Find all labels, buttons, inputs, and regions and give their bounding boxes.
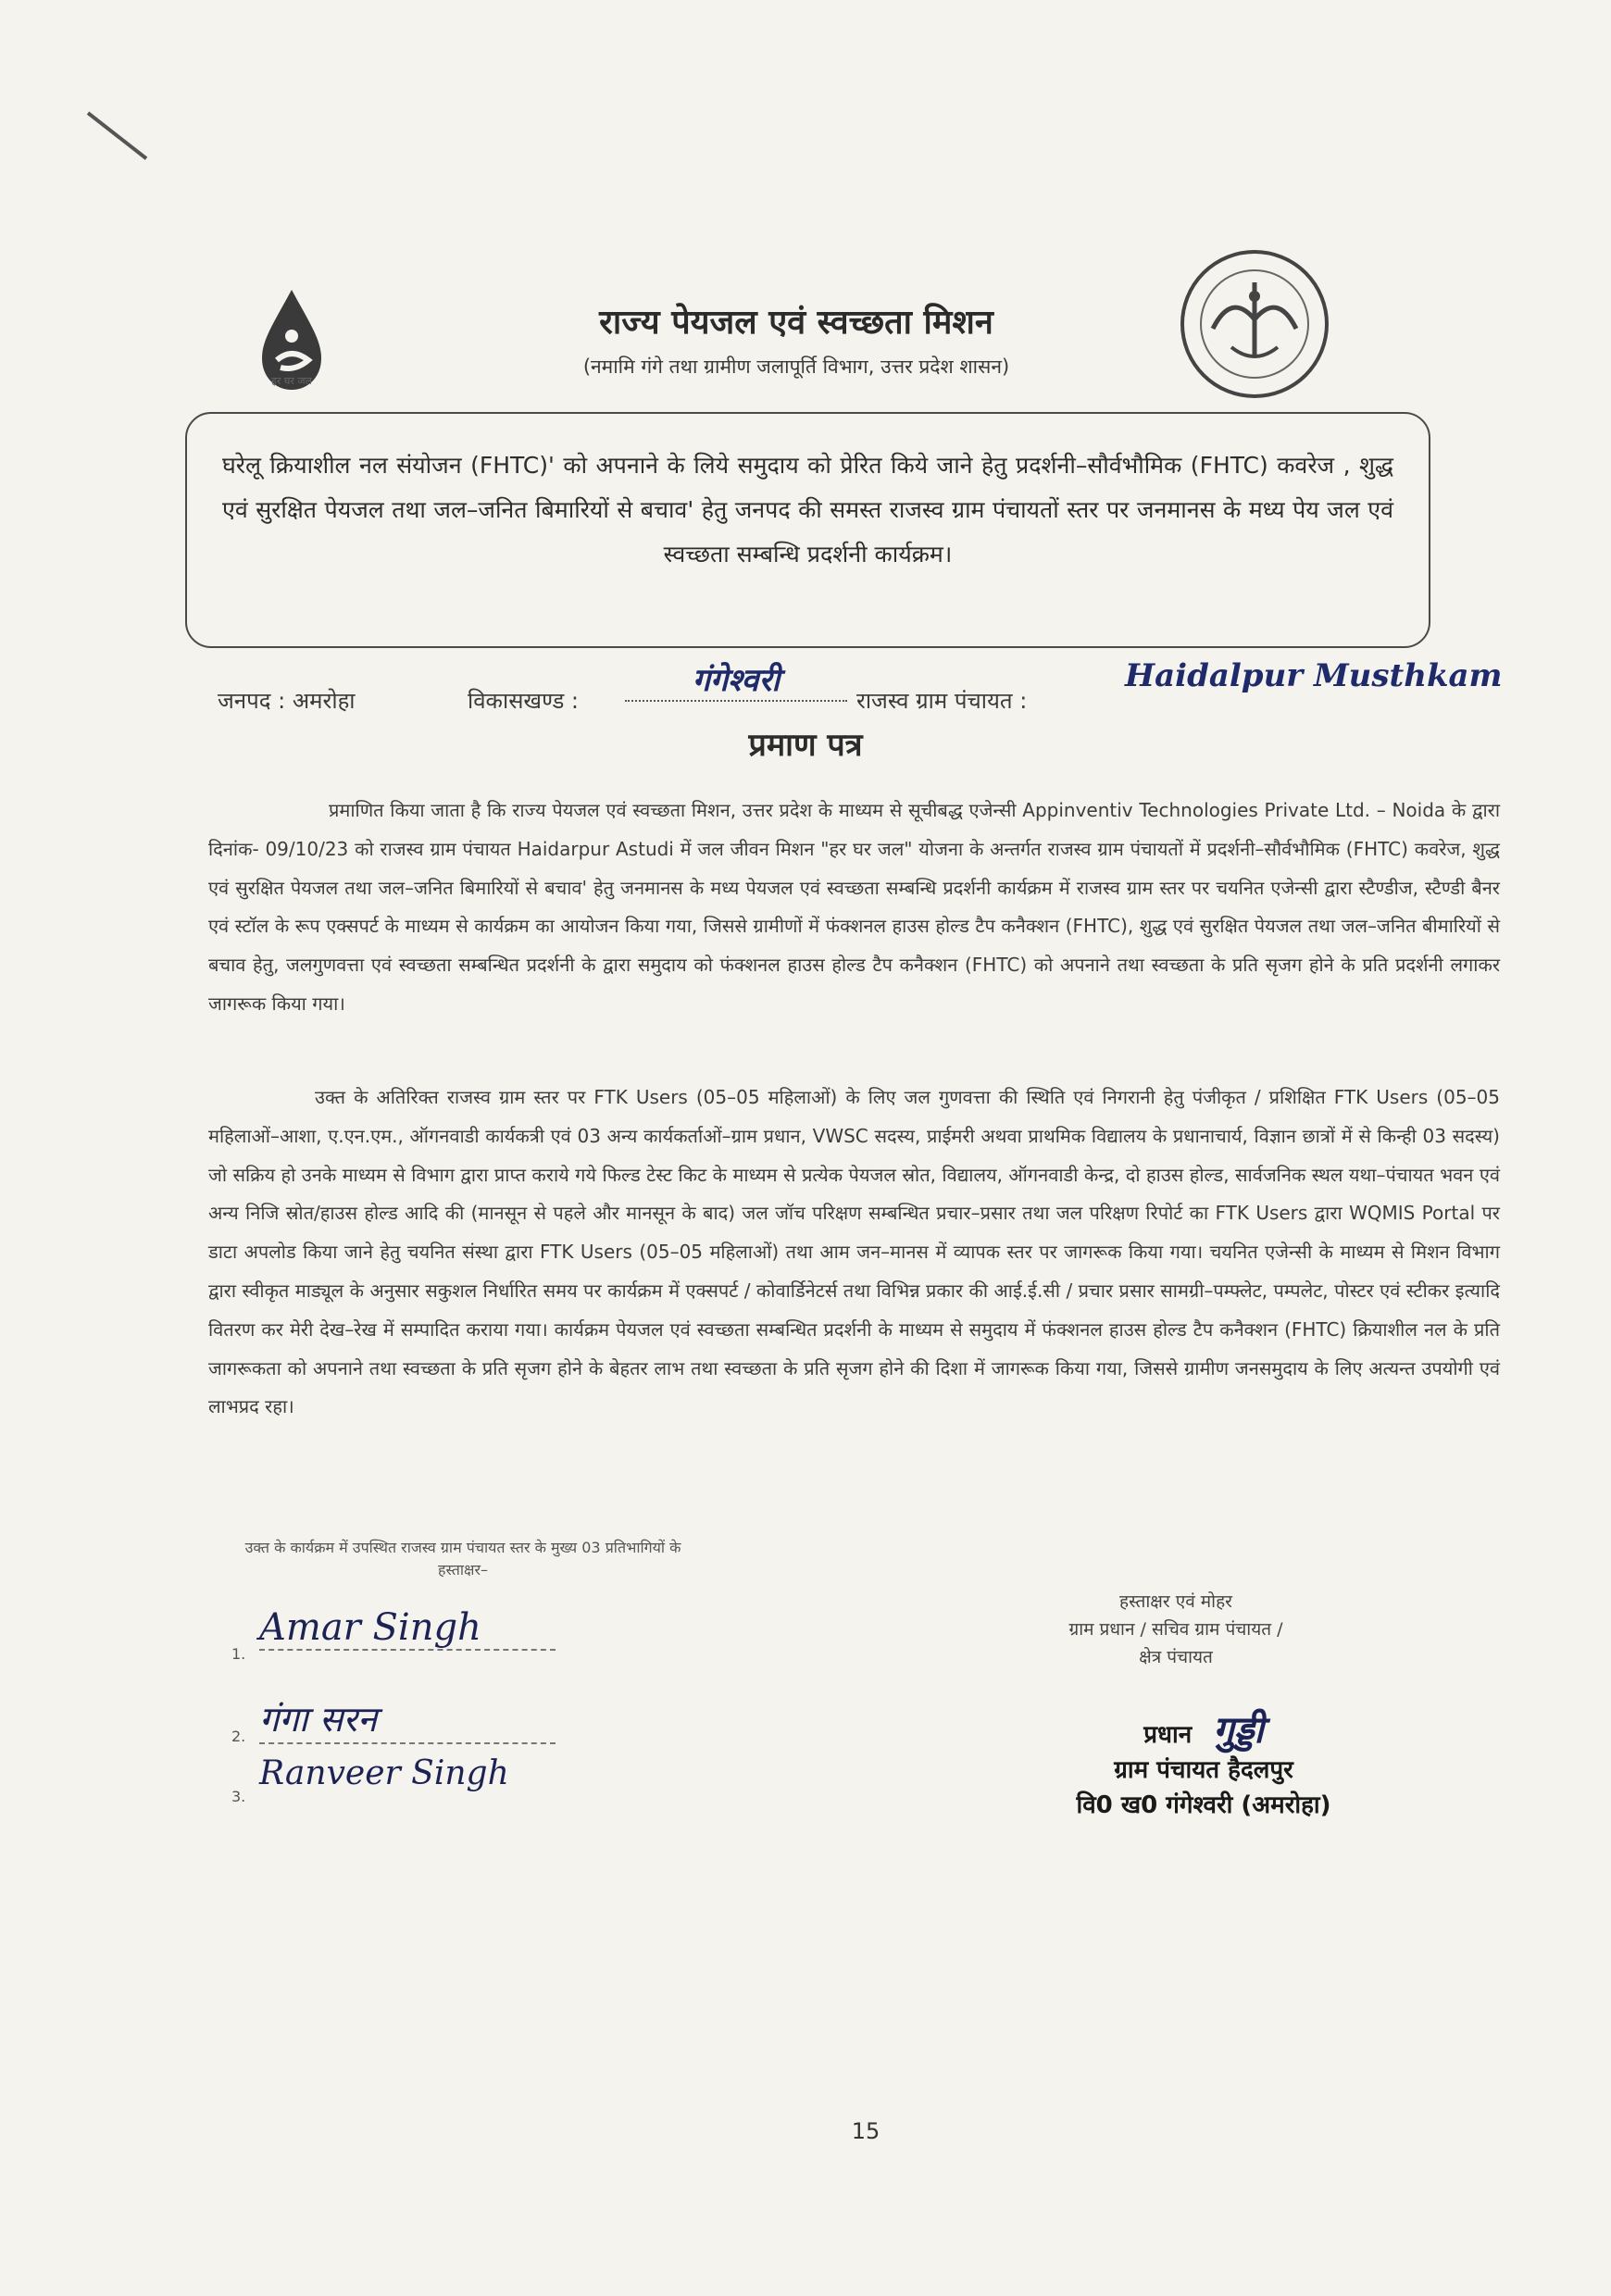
mission-title: राज्य पेयजल एवं स्वच्छता मिशन <box>599 304 993 342</box>
logo-caption: हर घर जल <box>271 375 312 387</box>
participant-signature: Amar Singh <box>259 1606 556 1651</box>
pradhan-stamp <box>1000 1708 1407 1823</box>
block-label: विकासखण्ड : <box>468 688 580 714</box>
participants-note: उक्त के कार्यक्रम में उपस्थित राजस्व ग्राम पंचायत स्तर के मुख्य 03 प्रतिभागियों के हस्ताक्षर– <box>244 1539 681 1578</box>
seal-line-1: हस्ताक्षर एवं मोहर <box>1119 1591 1232 1612</box>
program-heading-box <box>185 412 1430 648</box>
page-number: 15 <box>851 2118 880 2144</box>
participant-signature-3 <box>231 1754 620 1810</box>
stamp-title-row <box>1000 1708 1407 1753</box>
stamp-block: वि0 ख0 गंगेश्वरी (अमरोहा) <box>1076 1791 1331 1819</box>
participant-signature-2 <box>231 1694 565 1750</box>
seal-line-3: क्षेत्र पंचायत <box>1139 1647 1213 1667</box>
document-title: प्रमाण पत्र <box>748 727 863 764</box>
certificate-paragraph-1: प्रमाणित किया जाता है कि राज्य पेयजल एवं स्वच्छता मिशन, उत्तर प्रदेश के माध्यम से सूचीबद्ध एजेन्सी Appinventiv Technologies Private Ltd. – Noida के द्वारा दिनांक- 09/10/23 को राजस्व ग्राम पंचायत Haidarpur Astudi में जल जीवन मिशन "हर घर जल" योजना के अन्तर्गत राजस्व ग्राम पंचायतों में प्रदर्शनी–सौर्वभौमिक (FHTC) कवरेज, शुद्ध एवं सुरक्षित पेयजल तथा जल–जनित बिमारियों से बचाव' हेतु जनमानस के मध्य पेयजल एवं स्वच्छता सम्बन्धि प्रदर्शनी कार्यक्रम में राजस्व ग्राम स्तर पर चयनित एजेन्सी द्वारा स्टैण्डीज, स्टैण्डी बैनर एवं स्टॉल के रूप एक्सपर्ट के माध्यम से कार्यक्रम का आयोजन किया गया, जिससे ग्रामीणों में फंक्शनल हाउस होल्ड टैप कनैक्शन (FHTC), शुद्ध एवं सुरक्षित पेयजल तथा जल–जनित बीमारियों से बचाव हेतु, जलगुणवत्ता एवं स्वच्छता सम्बन्धित प्रदर्शनी के द्वारा समुदाय को फंक्शनल हाउस होल्ड टैप कनैक्शन (FHTC) को अपनाने तथा स्वच्छता के प्रति सृजग होने के प्रति प्रदर्शनी लगाकर जागरूक किया गया। <box>208 799 1500 1015</box>
program-heading-text: घरेलू क्रियाशील नल संयोजन (FHTC)' को अपनाने के लिये समुदाय को प्रेरित किये जाने हेतु प्रदर्शनी–सौर्वभौमिक (FHTC) कवरेज , शुद्ध एवं सुरक्षित पेयजल तथा जल–जनित बिमारियों से बचाव' हेतु जनपद की समस्त राजस्व ग्राम पंचायतों स्तर पर जनमानस के मध्य पेय जल एवं स्वच्छता सम्बन्धि प्रदर्शनी कार्यक्रम। <box>222 452 1393 568</box>
district-label: जनपद : अमरोहा <box>218 688 356 714</box>
participant-signature: गंगा सरन <box>259 1694 556 1744</box>
participant-number: 3. <box>231 1788 246 1805</box>
pen-mark <box>87 111 148 159</box>
panchayat-value: Haidalpur Musthkam <box>1125 657 1503 694</box>
mission-subtitle: (नमामि गंगे तथा ग्रामीण जलापूर्ति विभाग, उत्तर प्रदेश शासन) <box>582 356 1010 378</box>
participant-signature: Ranveer Singh <box>259 1754 509 1792</box>
stamp-title: प्रधान <box>1143 1721 1193 1749</box>
stamp-panchayat: ग्राम पंचायत हैदलपुर <box>1114 1756 1293 1784</box>
certificate-paragraph-2: उक्त के अतिरिक्त राजस्व ग्राम स्तर पर FTK Users (05–05 महिलाओं) के लिए जल गुणवत्ता की स्थिति एवं निगरानी हेतु पंजीकृत / प्रशिक्षित FTK Users (05–05 महिलाओं–आशा, ए.एन.एम., ऑगनवाडी कार्यकत्री एवं 03 अन्य कार्यकर्ताओं–ग्राम प्रधान, VWSC सदस्य, प्राईमरी अथवा प्राथमिक विद्यालय के प्रधानाचार्य, विज्ञान छात्रों में से किन्ही 03 सदस्य) जो सक्रिय हो उनके माध्यम से विभाग द्वारा प्राप्त कराये गये फिल्ड टेस्ट किट के माध्यम से प्रत्येक पेयजल स्रोत, विद्यालय, ऑगनवाडी केन्द्र, दो हाउस होल्ड, सार्वजनिक स्थल यथा–पंचायत भवन एवं अन्य निजि स्रोत/हाउस होल्ड आदि की (मानसून से पहले और मानसून के बाद) जल जॉच परिक्षण सम्बन्धित प्रचार–प्रसार तथा जल परिक्षण रिपोर्ट का FTK Users द्वारा WQMIS Portal पर डाटा अपलोड किया जाने हेतु चयनित संस्था द्वारा FTK Users (05–05 महिलाओं) तथा आम जन–मानस में व्यापक स्तर पर जागरूक किया गया। चयनित एजेन्सी के माध्यम से मिशन विभाग द्वारा स्वीकृत माड्यूल के अनुसार सकुशल निर्धारित समय पर कार्यक्रम में एक्सपर्ट / कोवार्डिनेटर्स तथा विभिन्न प्रकार की आई.ई.सी / प्रचार प्रसार सामग्री–पम्फ्लेट, पम्पलेट, पोस्टर एवं स्टीकर इत्यादि वितरण कर मेरी देख–रेख में सम्पादित कराया गया। कार्यक्रम पेयजल एवं स्वच्छता सम्बन्धित प्रदर्शनी के माध्यम से समुदाय में फंक्शनल हाउस होल्ड टैप कनैक्शन (FHTC) क्रियाशील नल के प्रति जागरूकता को अपनाने तथा स्वच्छता के प्रति सृजग होने के बेहतर लाभ तथा स्वच्छता के प्रति सृजग होने की दिशा में जागरूक किया गया, जिससे ग्रामीण जनसमुदाय के लिए अत्यन्त उपयोगी एवं लाभप्रद रहा। <box>208 1086 1500 1418</box>
water-drop-logo-icon <box>236 282 347 412</box>
pradhan-signature: गुड्डी <box>1213 1708 1264 1752</box>
location-fields <box>218 657 1523 722</box>
participant-number: 2. <box>231 1728 246 1745</box>
participant-signature-1 <box>231 1606 565 1671</box>
panchayat-label: राजस्व ग्राम पंचायत : <box>856 688 1028 714</box>
participant-number: 1. <box>231 1645 246 1663</box>
seal-line-2: ग्राम प्रधान / सचिव ग्राम पंचायत / <box>1068 1619 1283 1640</box>
block-value: गंगेश्वरी <box>625 657 847 702</box>
authority-signature-label <box>981 1588 1370 1671</box>
